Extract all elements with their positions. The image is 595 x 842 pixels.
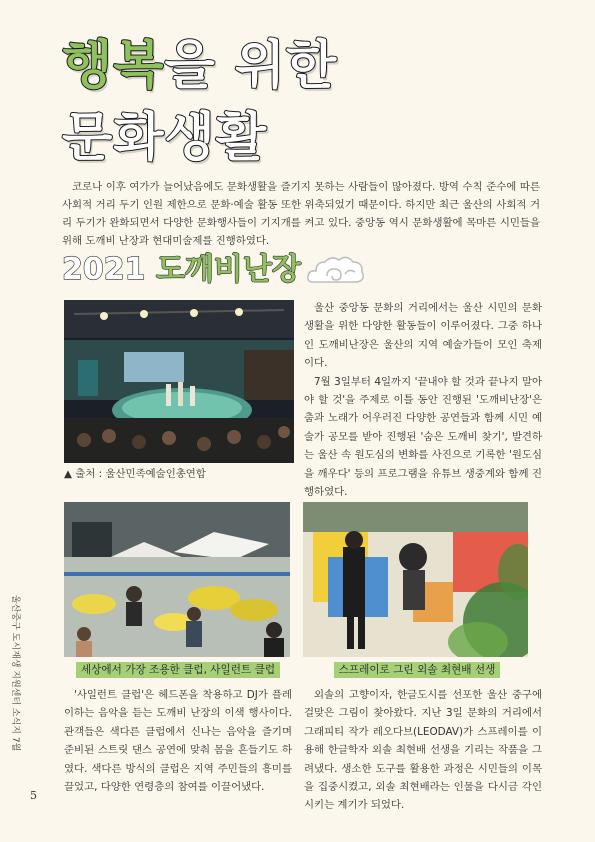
photo-label-silent-club: 세상에서 가장 조용한 클럽, 사일런트 클럽 <box>76 662 280 678</box>
title-line-1 <box>62 36 337 96</box>
silent-club-photo <box>64 502 290 657</box>
paragraph: 울산 중앙동 문화의 거리에서는 울산 시민의 문화 생활을 위한 다양한 활동들이 이루어졌다. 그중 하나인 도깨비난장은 울산의 지역 예술가들이 모인 축제이다. <box>304 302 542 370</box>
title-highlight: 행복 <box>62 36 165 96</box>
title-line-2-text: 문화생활 <box>62 108 267 168</box>
stage-performance-photo <box>64 300 294 463</box>
newsletter-side-title: 울산중구 도시재생 지원센터 소식지 7월 <box>10 595 20 752</box>
page-number: 5 <box>30 789 37 802</box>
section-year: 2021 <box>62 252 146 287</box>
article-column-1 <box>304 299 542 501</box>
article-column-graffiti: 외솔의 고향이자, 한글도시를 선포한 울산 중구에 걸맞은 그림이 찾아왔다. 지난 3일 문화의 거리에서 그래피티 작가 레오다브(LEODAV)가 스프레이를 이용해 한글학자 외솔 최현배 선생을 기리는 작품을 그려냈다. 생소한 도구를 활용한 과정은 시민들의 이목을 집중시켰고, 외솔 최현배라는 인물을 다시금 각인시키는 계기가 되었다. <box>304 689 542 812</box>
title-rest: 을 위한 <box>164 36 338 96</box>
section-heading <box>62 250 322 290</box>
graffiti-artist-photo <box>303 502 528 657</box>
photo-label-graffiti: 스프레이로 그린 외솔 최현배 선생 <box>334 662 500 678</box>
photo-source-caption: ▲ 출처 : 울산민족예술인총연합 <box>64 468 206 480</box>
section-name: 도깨비난장 <box>155 252 301 287</box>
cloud-icon <box>305 252 367 292</box>
intro-paragraph: 코로나 이후 여가가 늘어났음에도 문화생활을 즐기지 못하는 사람들이 많아졌다. 방역 수칙 준수에 따른 사회적 거리 두기 인원 제한으로 문화·예술 활동 또한 위축되었기 때문이다. 하지만 최근 울산의 사회적 거리 두기가 완화되면서 다양한 문화행사들이 기지개를 켜고 있다. 중앙동 역시 문화생활에 목마른 시민들을 위해 도깨비 난장과 현대미술제를 진행하였다. <box>62 181 540 247</box>
paragraph: 7월 3일부터 4일까지 '끝내야 할 것과 끝나지 말아야 할 것'을 주제로 이틀 동안 진행된 '도깨비난장'은 춤과 노래가 어우러진 다양한 공연들과 함께 시민 예술가 공모를 받아 진행된 '숨은 도깨비 찾기', 발견하는 울산 속 원도심의 변화를 사진으로 기록한 '원도심을 깨우다' 등의 프로그램을 유튜브 생중계와 함께 진행하였다. <box>304 375 542 499</box>
title-line-2 <box>62 108 267 168</box>
article-column-silent-club: '사일런트 클럽'은 헤드폰을 착용하고 DJ가 플레이하는 음악을 듣는 도깨비 난장의 이색 행사이다. 관객들은 색다른 클럽에서 신나는 음악을 즐기며 준비된 스트릿 댄스 공연에 맞춰 몸을 흔들기도 하였다. 색다른 방식의 클럽은 지역 주민들의 흥미를 끌었고, 다양한 연령층의 참여를 이끌어냈다. <box>64 689 292 794</box>
